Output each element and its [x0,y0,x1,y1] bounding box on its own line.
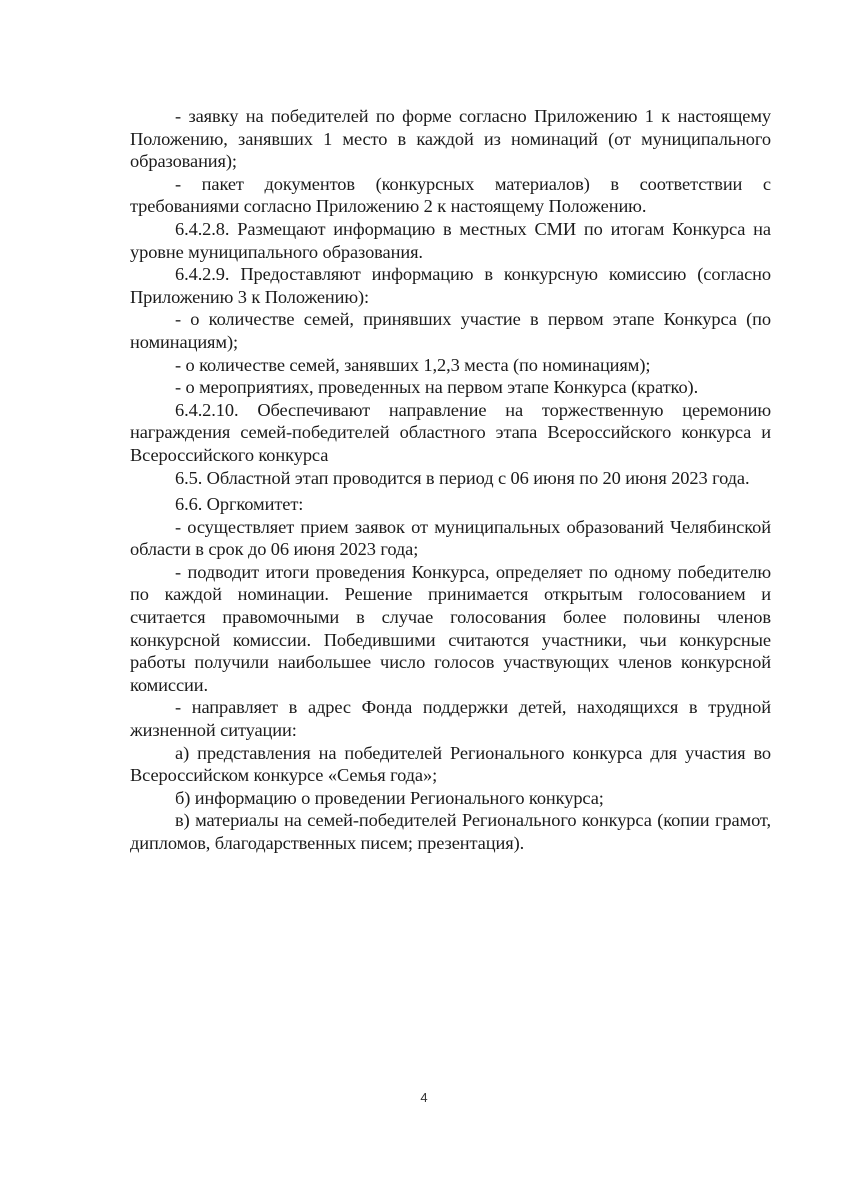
list-item-b-information: б) информацию о проведении Регионального конкурса; [175,787,604,808]
list-item-places-count: - о количестве семей, занявших 1,2,3 места (по номинациям); [175,354,651,375]
paragraph-6-4-2-10: 6.4.2.10. Обеспечивают направление на торжественную церемонию награждения семей-победителей областного этапа Всероссийского конкурса и Всероссийского конкурса [130,399,771,465]
list-item-families-count: - о количестве семей, принявших участие в первом этапе Конкурса (по номинациям); [130,309,771,352]
list-item-a-nominations: а) представления на победителей Регионального конкурса для участия во Всероссийском конкурсе «Семья года»; [130,742,771,786]
list-item-events: - о мероприятиях, проведенных на первом этапе Конкурса (кратко). [175,377,699,398]
document-page [130,105,771,855]
list-item-receives-applications: - осуществляет прием заявок от муниципальных образований Челябинской области в срок до 06 июня 2023 года; [130,516,771,560]
list-item-v-materials: в) материалы на семей-победителей Регионального конкурса (копии грамот, дипломов, благодарственных писем; презентация). [130,810,771,853]
page-number: 4 [420,1090,428,1105]
paragraph-application-form: - заявку на победителей по форме согласно Приложению 1 к настоящему Положению, занявших 1 место в каждой из номинаций (от муниципального образования); [130,106,771,172]
paragraph-6-6: 6.6. Оргкомитет: [175,494,304,515]
paragraph-6-4-2-8: 6.4.2.8. Размещают информацию в местных СМИ по итогам Конкурса на уровне муниципального образования. [130,218,771,262]
paragraph-6-4-2-9: 6.4.2.9. Предоставляют информацию в конкурсную комиссию (согласно Приложению 3 к Положению): [130,264,771,307]
list-item-sends-to-fund: - направляет в адрес Фонда поддержки детей, находящихся в трудной жизненной ситуации: [130,697,771,741]
paragraph-documents-package: - пакет документов (конкурсных материалов) в соответствии с требованиями согласно Приложению 2 к настоящему Положению. [130,173,771,217]
list-item-sums-up-results: - подводит итоги проведения Конкурса, определяет по одному победителю по каждой номинации. Решение принимается открытым голосованием и считается правомочными в случае голосования более половины членов конкурсной комиссии. Победившими считаются участники, чьи конкурсные работы получили наибольшее число голосов участвующих членов конкурсной комиссии. [130,561,771,695]
paragraph-6-5: 6.5. Областной этап проводится в период с 06 июня по 20 июня 2023 года. [175,467,750,488]
